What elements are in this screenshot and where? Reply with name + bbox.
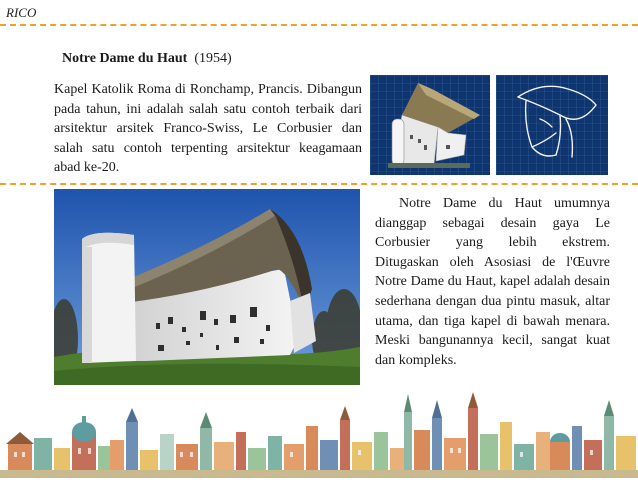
city-skyline-decoration: [0, 392, 638, 478]
building-year: (1954): [194, 51, 232, 66]
description-paragraph: Notre Dame du Haut umumnya dianggap sebagai desain gaya Le Corbusier yang lebih ekstrem. Ditugaskan oleh Asosiasi de l'Œuvre Notre Dame du Haut, kapel adalah desain sederhana dengan dua pintu masuk, altar utama, dan tiga kapel di bawah menara. Meski bangunannya kecil, sangat kuat dan kompleks.: [375, 196, 610, 368]
chapel-sketch-image: [496, 75, 608, 175]
header-tag: RICO: [6, 5, 37, 20]
top-dashed-divider: [0, 24, 638, 26]
building-name: Notre Dame du Haut: [62, 51, 188, 66]
chapel-model-image: [370, 75, 490, 175]
middle-dashed-divider: [0, 183, 638, 185]
intro-paragraph: Kapel Katolik Roma di Ronchamp, Prancis. Dibangun pada tahun, ini adalah salah satu contoh terbaik dari arsitektur arsitek Franco-Swiss, Le Corbusier dan salah satu contoh terpenting arsitektur keagamaan abad ke-20.: [54, 82, 362, 175]
page-title: [62, 51, 232, 67]
chapel-photo: [54, 189, 360, 385]
